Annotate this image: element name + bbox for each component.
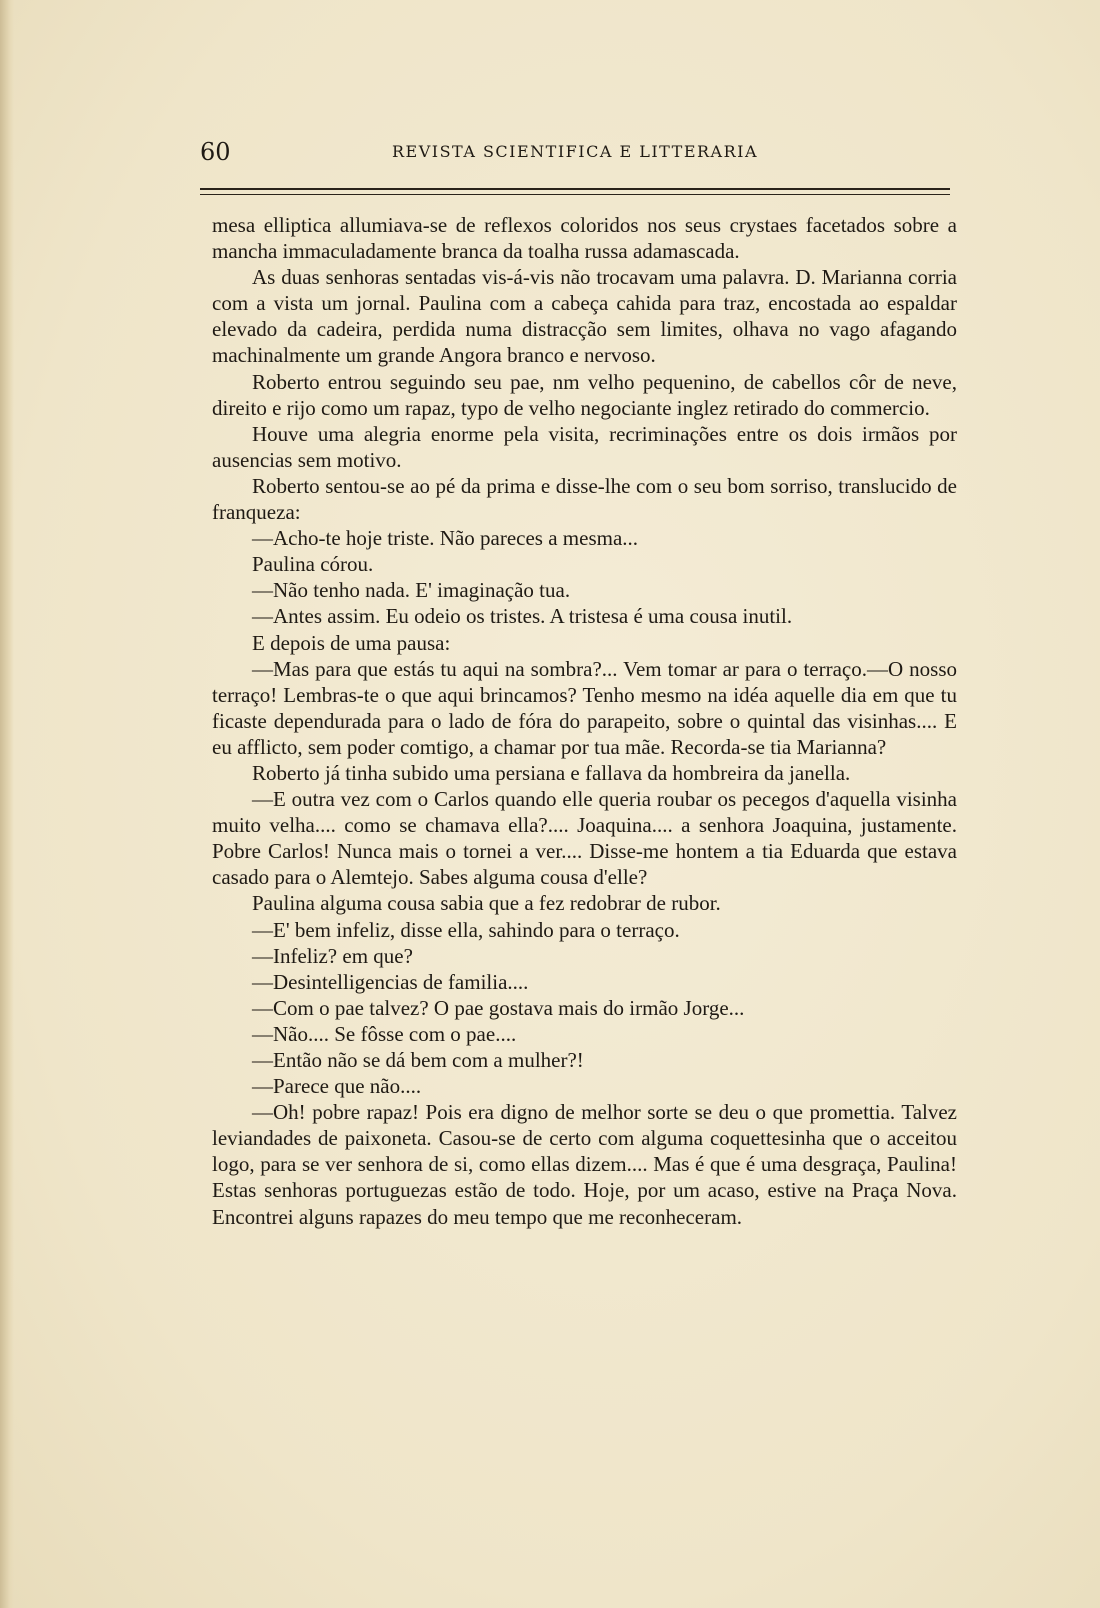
dialog-line: —Desintelligencias de familia.... xyxy=(252,969,529,994)
header-rule-thick xyxy=(200,188,950,190)
page-spine-shadow xyxy=(0,0,14,1608)
dialog-line: —E' bem infeliz, disse ella, sahindo para o terraço. xyxy=(252,917,680,942)
running-title: REVISTA SCIENTIFICA E LITTERARIA xyxy=(391,142,759,161)
paragraph: Houve uma alegria enorme pela visita, recriminações entre os dois irmãos por ausencias sem motivo. xyxy=(212,421,957,472)
dialog-line: —Mas para que estás tu aqui na sombra?... Vem tomar ar para o terraço.—O nosso terraço! Lembras-te o que aqui brincamos? Tenho mesmo na idéa aquelle dia em que tu ficaste dependurada para o lado de fóra do parapeito, sobre o quintal das visinhas.... E eu afflicto, sem poder comtigo, a chamar por tua mãe. Recorda-se tia Marianna? xyxy=(212,656,957,759)
dialog-line: —Com o pae talvez? O pae gostava mais do irmão Jorge... xyxy=(252,995,745,1020)
paragraph: Roberto sentou-se ao pé da prima e disse-lhe com o seu bom sorriso, translucido de franqueza: xyxy=(212,473,957,525)
paragraph: As duas senhoras sentadas vis-á-vis não trocavam uma palavra. D. Marianna corria com a vista um jornal. Paulina com a cabeça cahida para traz, encostada ao espaldar elevado da cadeira, perdida numa distracção sem limites, olhava no vago afagando machinalmente um grande Angora branco e nervoso. xyxy=(212,265,957,368)
dialog-line: —Acho-te hoje triste. Não pareces a mesma... xyxy=(252,526,639,551)
paragraph: E depois de uma pausa: xyxy=(252,630,451,655)
dialog-line: —Então não se dá bem com a mulher?! xyxy=(252,1048,584,1072)
dialog-line: —E outra vez com o Carlos quando elle queria roubar os pecegos d'aquella visinha muito velha.... como se chamava ella?.... Joaquina.... a senhora Joaquina, justamente. Pobre Carlos! Nunca mais o tornei a ver.... Disse-me hontem a tia Eduarda que estava casado para o Alemtejo. Sabes alguma cousa d'elle? xyxy=(212,787,957,890)
dialog-line: —Infeliz? em que? xyxy=(252,943,413,968)
dialog-line: —Não.... Se fôsse com o pae.... xyxy=(252,1021,517,1046)
header-rule-thin xyxy=(200,194,950,195)
dialog-line: —Parece que não.... xyxy=(252,1074,422,1099)
paragraph: Roberto já tinha subido uma persiana e fallava da hombreira da janella. xyxy=(252,760,851,785)
paragraph: Paulina córou. xyxy=(252,552,374,577)
dialog-line: —Antes assim. Eu odeio os tristes. A tristesa é uma cousa inutil. xyxy=(252,604,793,629)
page-number: 60 xyxy=(200,138,231,166)
paragraph: Roberto entrou seguindo seu pae, nm velho pequenino, de cabellos côr de neve, direito e rijo como um rapaz, typo de velho negociante inglez retirado do commercio. xyxy=(212,369,957,420)
page-header xyxy=(200,138,950,166)
paragraph: Paulina alguma cousa sabia que a fez redobrar de rubor. xyxy=(252,891,721,916)
dialog-line: —Oh! pobre rapaz! Pois era digno de melhor sorte se deu o que promettia. Talvez leviandades de paixoneta. Casou-se de certo com alguma coquettesinha que o acceitou logo, para se ver senhora de si, como ellas dizem.... Mas é que é uma desgraça, Paulina! Estas senhoras portuguezas estão de todo. Hoje, por um acaso, estive na Praça Nova. Encontrei alguns rapazes do meu tempo que me reconheceram. xyxy=(212,1100,957,1229)
body-text xyxy=(212,212,957,1230)
dialog-line: —Não tenho nada. E' imaginação tua. xyxy=(252,578,571,603)
paragraph: mesa elliptica allumiava-se de reflexos coloridos nos seus crystaes facetados sobre a mancha immaculadamente branca da toalha russa adamascada. xyxy=(212,213,957,264)
